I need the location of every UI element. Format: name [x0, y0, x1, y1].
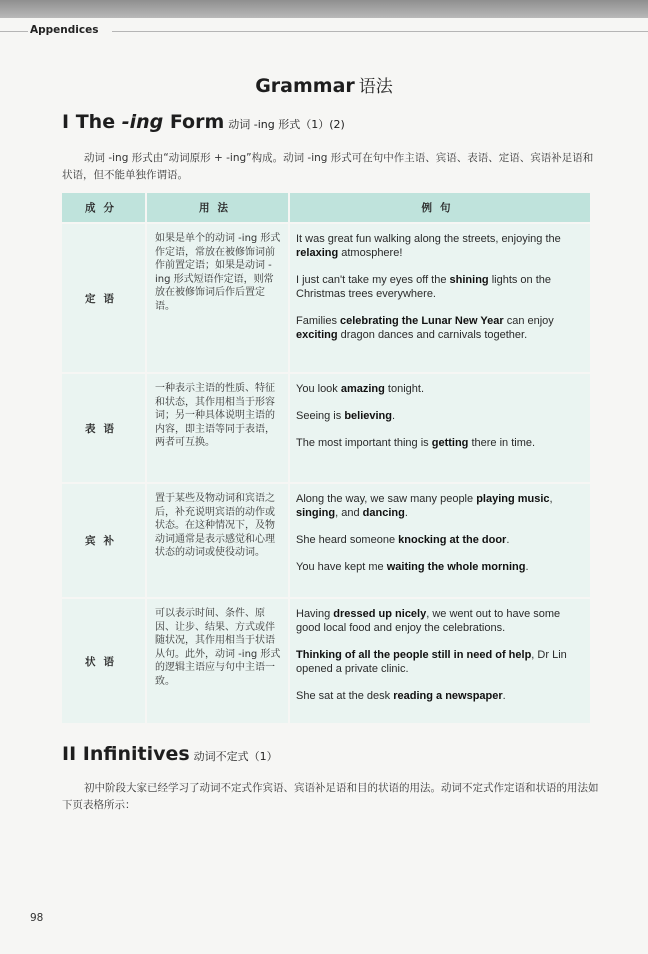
example-highlight: relaxing: [296, 247, 339, 259]
grammar-table: [62, 193, 590, 723]
row-examples: [289, 483, 590, 598]
example-text: I just can't take my eyes off the: [296, 274, 450, 286]
top-edge-bar: [0, 0, 648, 18]
example-text: Having: [296, 608, 334, 620]
example-highlight: getting: [431, 437, 469, 449]
example-text: You have kept me: [296, 561, 387, 573]
example-text: You look: [296, 383, 341, 395]
page-title-zh: 语法: [358, 77, 393, 97]
example-sentence: [296, 689, 586, 703]
section-heading-infinitives: [62, 743, 278, 765]
example-sentence: [296, 492, 586, 520]
example-text: , Dr Lin opened a private clinic.: [296, 649, 567, 675]
example-text: It was great fun walking along the streets, enjoying the: [296, 233, 561, 245]
example-text: .: [502, 690, 506, 702]
row-role: 表语: [62, 373, 146, 483]
example-text: Families: [296, 315, 341, 327]
example-sentence: [296, 560, 586, 574]
example-text: lights on the Christmas trees everywhere.: [296, 274, 552, 300]
row-usage: 置于某些及物动词和宾语之后，补充说明宾语的动作或状态。在这种情况下，及物动词通常是表示感觉和心理状态的动词或使役动词。: [146, 483, 289, 598]
example-text: .: [525, 561, 529, 573]
example-highlight: exciting: [296, 329, 338, 341]
row-examples: [289, 598, 590, 723]
row-role: 宾补: [62, 483, 146, 598]
example-highlight: dressed up nicely: [333, 608, 427, 620]
example-text: .: [392, 410, 396, 422]
page-title-en: Grammar: [255, 75, 355, 97]
example-highlight: celebrating the Lunar New Year: [340, 315, 504, 327]
header-rule-right: [112, 31, 648, 32]
example-text: atmosphere!: [338, 247, 403, 259]
example-text: The most important thing is: [296, 437, 432, 449]
example-text: .: [506, 534, 510, 546]
row-role: 定语: [62, 223, 146, 373]
row-usage: 如果是单个的动词 -ing 形式作定语，常放在被修饰词前作前置定语；如果是动词 -ing 形式短语作定语，则常放在被修饰词后作后置定语。: [146, 223, 289, 373]
example-sentence: [296, 273, 586, 301]
section-number: II: [62, 743, 77, 765]
row-usage: 可以表示时间、条件、原因、让步、结果、方式或伴随状况，其作用相当于状语从句。此外，动词 -ing 形式的逻辑主语应与句中主语一致。: [146, 598, 289, 723]
example-text: , we went out to have some good local food and enjoy the celebrations.: [296, 608, 561, 634]
example-text: ,: [549, 493, 553, 505]
example-text: , and: [335, 507, 363, 519]
example-text: there in time.: [468, 437, 536, 449]
header-role: 成分: [62, 193, 146, 223]
row-examples: [289, 373, 590, 483]
example-sentence: [296, 409, 586, 423]
table-row: [62, 598, 590, 723]
page-number: 98: [30, 912, 44, 924]
example-sentence: [296, 607, 586, 635]
example-text: dragon dances and carnivals together.: [337, 329, 528, 341]
example-text: can enjoy: [503, 315, 554, 327]
section-number: I: [62, 111, 70, 133]
example-highlight: singing: [296, 507, 336, 519]
example-highlight: playing music: [476, 493, 550, 505]
header-usage: 用法: [146, 193, 289, 223]
table-row: [62, 483, 590, 598]
example-text: She heard someone: [296, 534, 399, 546]
example-sentence: [296, 382, 586, 396]
section-intro: 动词 -ing 形式由“动词原形 + -ing”构成。动词 -ing 形式可在句中作主语、宾语、表语、定语、宾语补足语和状语，但不能单独作谓语。: [62, 152, 594, 181]
example-highlight: knocking at the door: [398, 534, 507, 546]
row-usage: 一种表示主语的性质、特征和状态，其作用相当于形容词；另一种具体说明主语的内容，即主语等同于表语，两者可互换。: [146, 373, 289, 483]
example-sentence: [296, 314, 586, 342]
table-row: [62, 223, 590, 373]
example-highlight: Thinking of all the people still in need of help: [296, 649, 532, 661]
example-text: Along the way, we saw many people: [296, 493, 477, 505]
section-intro: 初中阶段大家已经学习了动词不定式作宾语、宾语补足语和目的状语的用法。动词不定式作定语和状语的用法如下页表格所示：: [62, 782, 599, 811]
example-text: She sat at the desk: [296, 690, 394, 702]
example-highlight: believing: [344, 410, 392, 422]
example-highlight: amazing: [340, 383, 385, 395]
example-text: Seeing is: [296, 410, 345, 422]
example-sentence: [296, 436, 586, 450]
example-sentence: [296, 533, 586, 547]
example-highlight: waiting the whole morning: [386, 561, 526, 573]
header-rule-left: [0, 31, 28, 32]
example-sentence: [296, 648, 586, 676]
section-subtitle: 动词不定式（1）: [193, 750, 278, 763]
row-role: 状语: [62, 598, 146, 723]
table-row: [62, 373, 590, 483]
table-header-row: [62, 193, 590, 223]
header-section-label: Appendices: [30, 24, 99, 36]
page-title: [0, 72, 648, 97]
header-examples: 例句: [289, 193, 590, 223]
example-text: tonight.: [384, 383, 425, 395]
example-text: .: [404, 507, 408, 519]
section-title: Infinitives: [82, 743, 190, 765]
row-examples: [289, 223, 590, 373]
section-heading-ing-form: [62, 111, 345, 133]
section-title: The -ing Form: [75, 111, 225, 133]
example-sentence: [296, 232, 586, 260]
section-subtitle: 动词 -ing 形式（1）(2): [228, 118, 345, 131]
example-highlight: reading a newspaper: [393, 690, 503, 702]
example-highlight: dancing: [362, 507, 405, 519]
example-highlight: shining: [449, 274, 489, 286]
